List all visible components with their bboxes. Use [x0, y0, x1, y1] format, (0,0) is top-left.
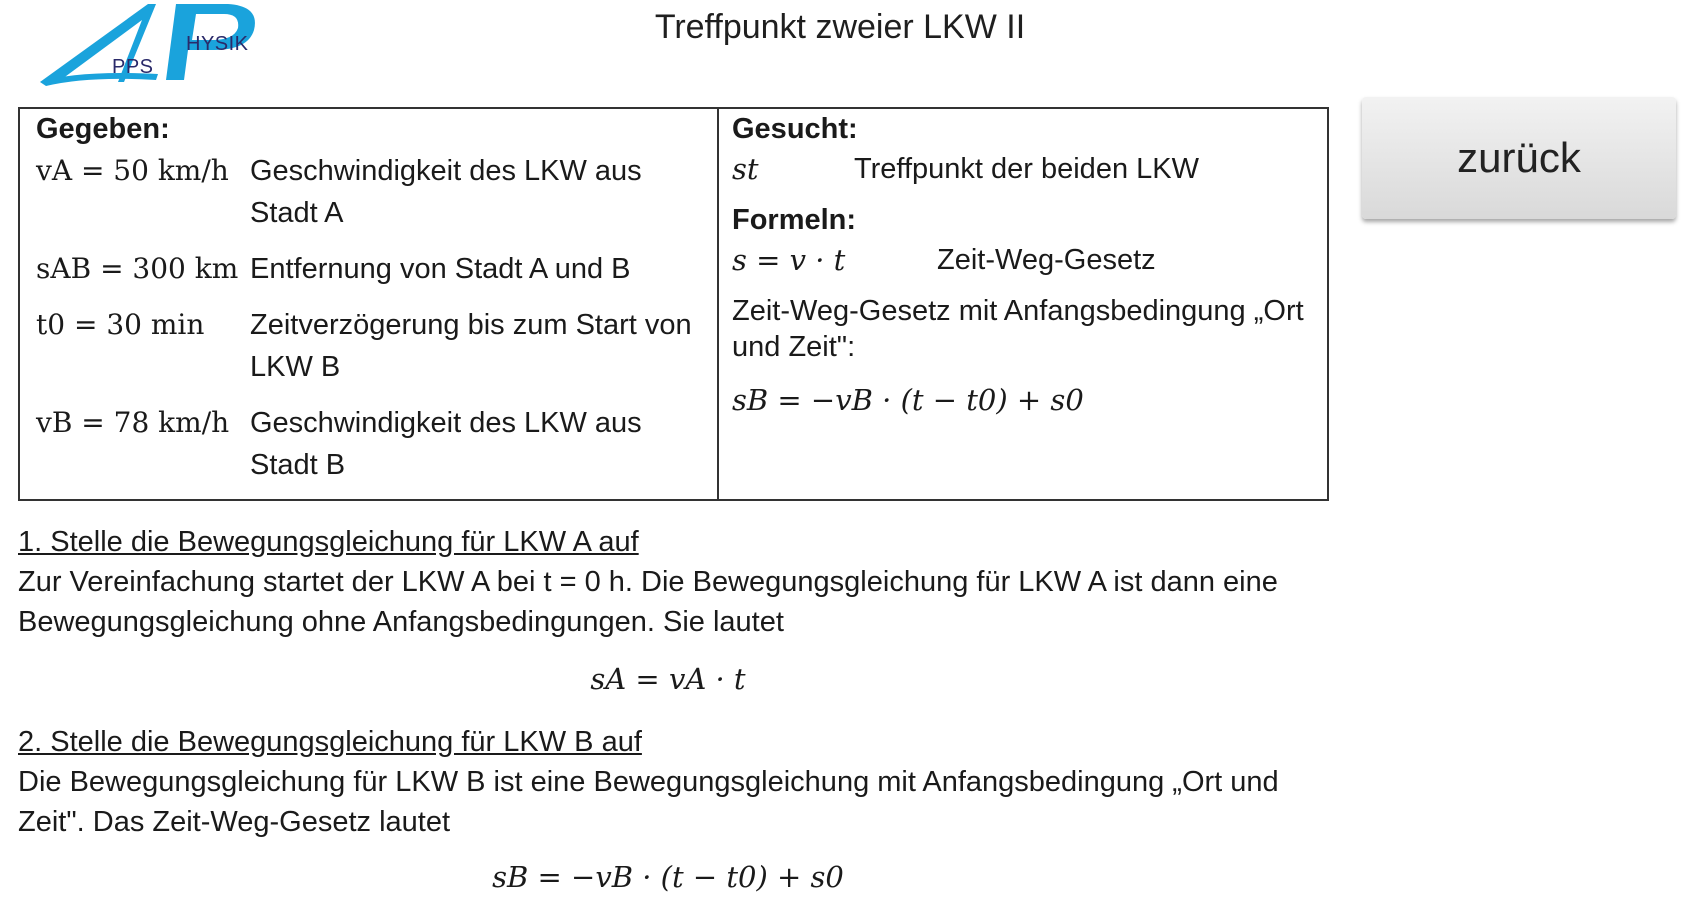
section-1-heading: 1. Stelle die Bewegungsgleichung für LKW A auf: [18, 526, 639, 558]
given-heading: Gegeben:: [36, 113, 170, 145]
law-description: Zeit-Weg-Gesetz: [937, 244, 1156, 276]
initial-condition-formula: sB = −vB · (t − t0) + s0: [732, 383, 1084, 417]
sought-row: [732, 148, 1322, 190]
given-symbol: vA = 50 km/h: [36, 154, 229, 187]
sought-heading: Gesucht:: [732, 113, 858, 145]
given-symbol: sAB = 300 km: [36, 252, 239, 285]
given-description: Entfernung von Stadt A und B: [250, 253, 631, 285]
back-button[interactable]: zurück: [1362, 97, 1676, 219]
sought-column: [732, 113, 1322, 417]
given-column: [36, 113, 706, 486]
given-description: Zeitverzögerung bis zum Start von LKW B: [250, 309, 692, 383]
sought-symbol: st: [732, 152, 759, 186]
formula-row: [732, 239, 1322, 281]
info-table: [18, 107, 1329, 501]
section-2-formula: sB = −vB · (t − t0) + s0: [492, 860, 844, 894]
logo-text-hysik: HYSIK: [186, 33, 249, 55]
given-description: Geschwindigkeit des LKW aus Stadt B: [250, 407, 642, 481]
initial-condition-description: Zeit-Weg-Gesetz mit Anfangsbedingung „Ort und Zeit":: [732, 295, 1304, 363]
section-2-heading: 2. Stelle die Bewegungsgleichung für LKW B auf: [18, 726, 642, 758]
given-row: [36, 402, 706, 486]
given-description: Geschwindigkeit des LKW aus Stadt A: [250, 155, 642, 229]
page-title: Treffpunkt zweier LKW II: [654, 8, 1026, 46]
section-1: [18, 522, 1318, 642]
law-formula: s = v · t: [732, 243, 846, 277]
table-divider: [717, 109, 719, 499]
app-logo: [38, 0, 278, 88]
given-row: [36, 150, 706, 234]
formulas-heading: Formeln:: [732, 204, 857, 236]
logo-text-pps: PPS: [112, 56, 154, 78]
given-row: [36, 248, 706, 290]
given-symbol: t0 = 30 min: [36, 308, 205, 341]
sought-description: Treffpunkt der beiden LKW: [854, 153, 1199, 185]
section-1-text: Zur Vereinfachung startet der LKW A bei t = 0 h. Die Bewegungsgleichung für LKW A ist dann eine Bewegungsgleichung ohne Anfangsbedingungen. Sie lautet: [18, 566, 1278, 638]
section-1-formula: sA = vA · t: [590, 662, 746, 696]
section-2-text: Die Bewegungsgleichung für LKW B ist eine Bewegungsgleichung mit Anfangsbedingung „Ort und Zeit". Das Zeit-Weg-Gesetz lautet: [18, 766, 1279, 838]
given-row: [36, 304, 706, 388]
given-symbol: vB = 78 km/h: [36, 406, 230, 439]
section-2: [18, 722, 1318, 842]
